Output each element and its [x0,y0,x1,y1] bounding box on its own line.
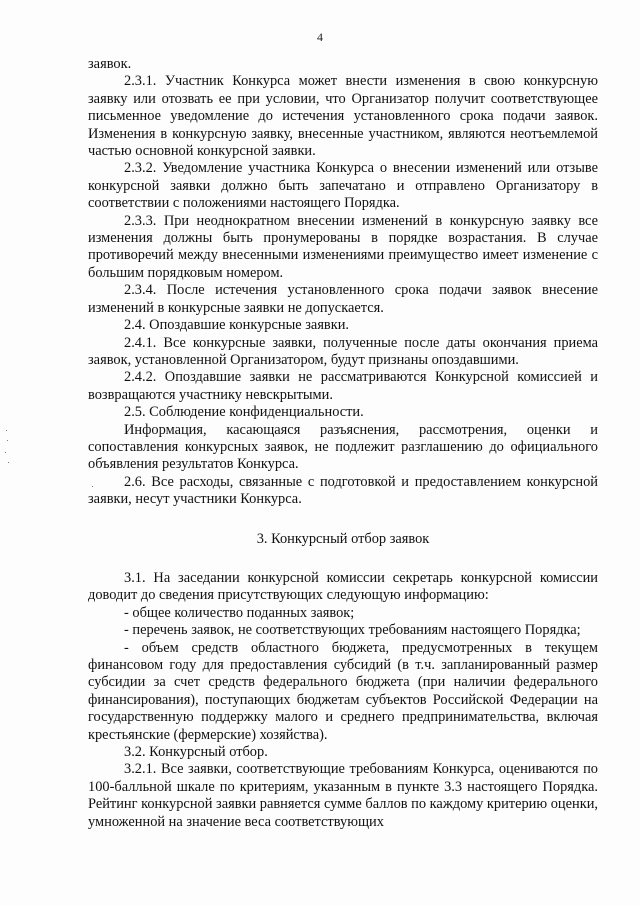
paragraph-2-3-1: 2.3.1. Участник Конкурса может внести изменения в свою конкурсную заявку или отозвать ее при условии, что Организатор получит соответствующее письменное уведомление до истечения установленного срока подачи заявок. Изменения в конкурсную заявку, внесенные участником, являются неотъемлемой частью основной конкурсной заявки. [88,73,598,160]
page-number: 4 [317,30,323,44]
paragraph-3-1: 3.1. На заседании конкурсной комиссии секретарь конкурсной комиссии доводит до сведения присутствующих следующую информацию: [88,569,598,604]
paragraph-2-3-3: 2.3.3. При неоднократном внесении изменений в конкурсную заявку все изменения должны быть пронумерованы в порядке возрастания. В случае противоречий между внесенными изменениями преимущество имеет изменение с большим порядковым номером. [88,212,598,281]
document-body [88,56,598,831]
paragraph-continuation: заявок. [88,56,132,72]
paragraph-2-4-2: 2.4.2. Опоздавшие заявки не рассматриваются Конкурсной комиссией и возвращаются участнику невскрытыми. [88,369,598,403]
list-item-nonconforming: - перечень заявок, не соответствующих требованиям настоящего Порядка; [124,622,581,639]
paragraph-2-4: 2.4. Опоздавшие конкурсные заявки. [124,317,350,334]
paragraph-2-6: 2.6. Все расходы, связанные с подготовкой и предоставлением конкурсной заявки, несут участники Конкурса. [88,473,598,508]
paragraph-2-5: 2.5. Соблюдение конфиденциальности. [124,404,364,421]
paragraph-2-3-2: 2.3.2. Уведомление участника Конкурса о внесении изменений или отзыве конкурсной заявки должно быть запечатано и отправлено Организатору в соответствии с положениями настоящего Порядка. [88,160,598,212]
paragraph-3-2: 3.2. Конкурсный отбор. [124,744,268,761]
paragraph-confidentiality: Информация, касающаяся разъяснения, рассмотрения, оценки и сопоставления конкурсных заявок, не подлежит разглашению до официального объявления результатов Конкурса. [88,421,598,473]
list-item-budget: - объем средств областного бюджета, предусмотренных в текущем финансовом году для предоставления субсидий (в т.ч. запланированный размер субсидии за счет средств федерального бюджета (при наличии федерального финансирования), поступающих бюджетам субъектов Российской Федерации на государственную поддержку малого и среднего предпринимательства, включая крестьянские (фермерские) хозяйства). [88,639,598,743]
section-heading: 3. Конкурсный отбор заявок [256,530,430,547]
list-item-count: - общее количество поданных заявок; [124,604,355,621]
paragraph-2-4-1: 2.4.1. Все конкурсные заявки, полученные после даты окончания приема заявок, установленной Организатором, будут признаны опоздавшими. [88,334,598,368]
paragraph-2-3-4: 2.3.4. После истечения установленного срока подачи заявок внесение изменений в конкурсные заявки не допускается. [88,282,598,316]
paragraph-3-2-1: 3.2.1. Все заявки, соответствующие требованиям Конкурса, оцениваются по 100-балльной шкале по критериям, указанным в пункте 3.3 настоящего Порядка. Рейтинг конкурсной заявки равняется сумме баллов по каждому критерию оценки, умноженной на значение веса соответствующих [88,761,598,830]
